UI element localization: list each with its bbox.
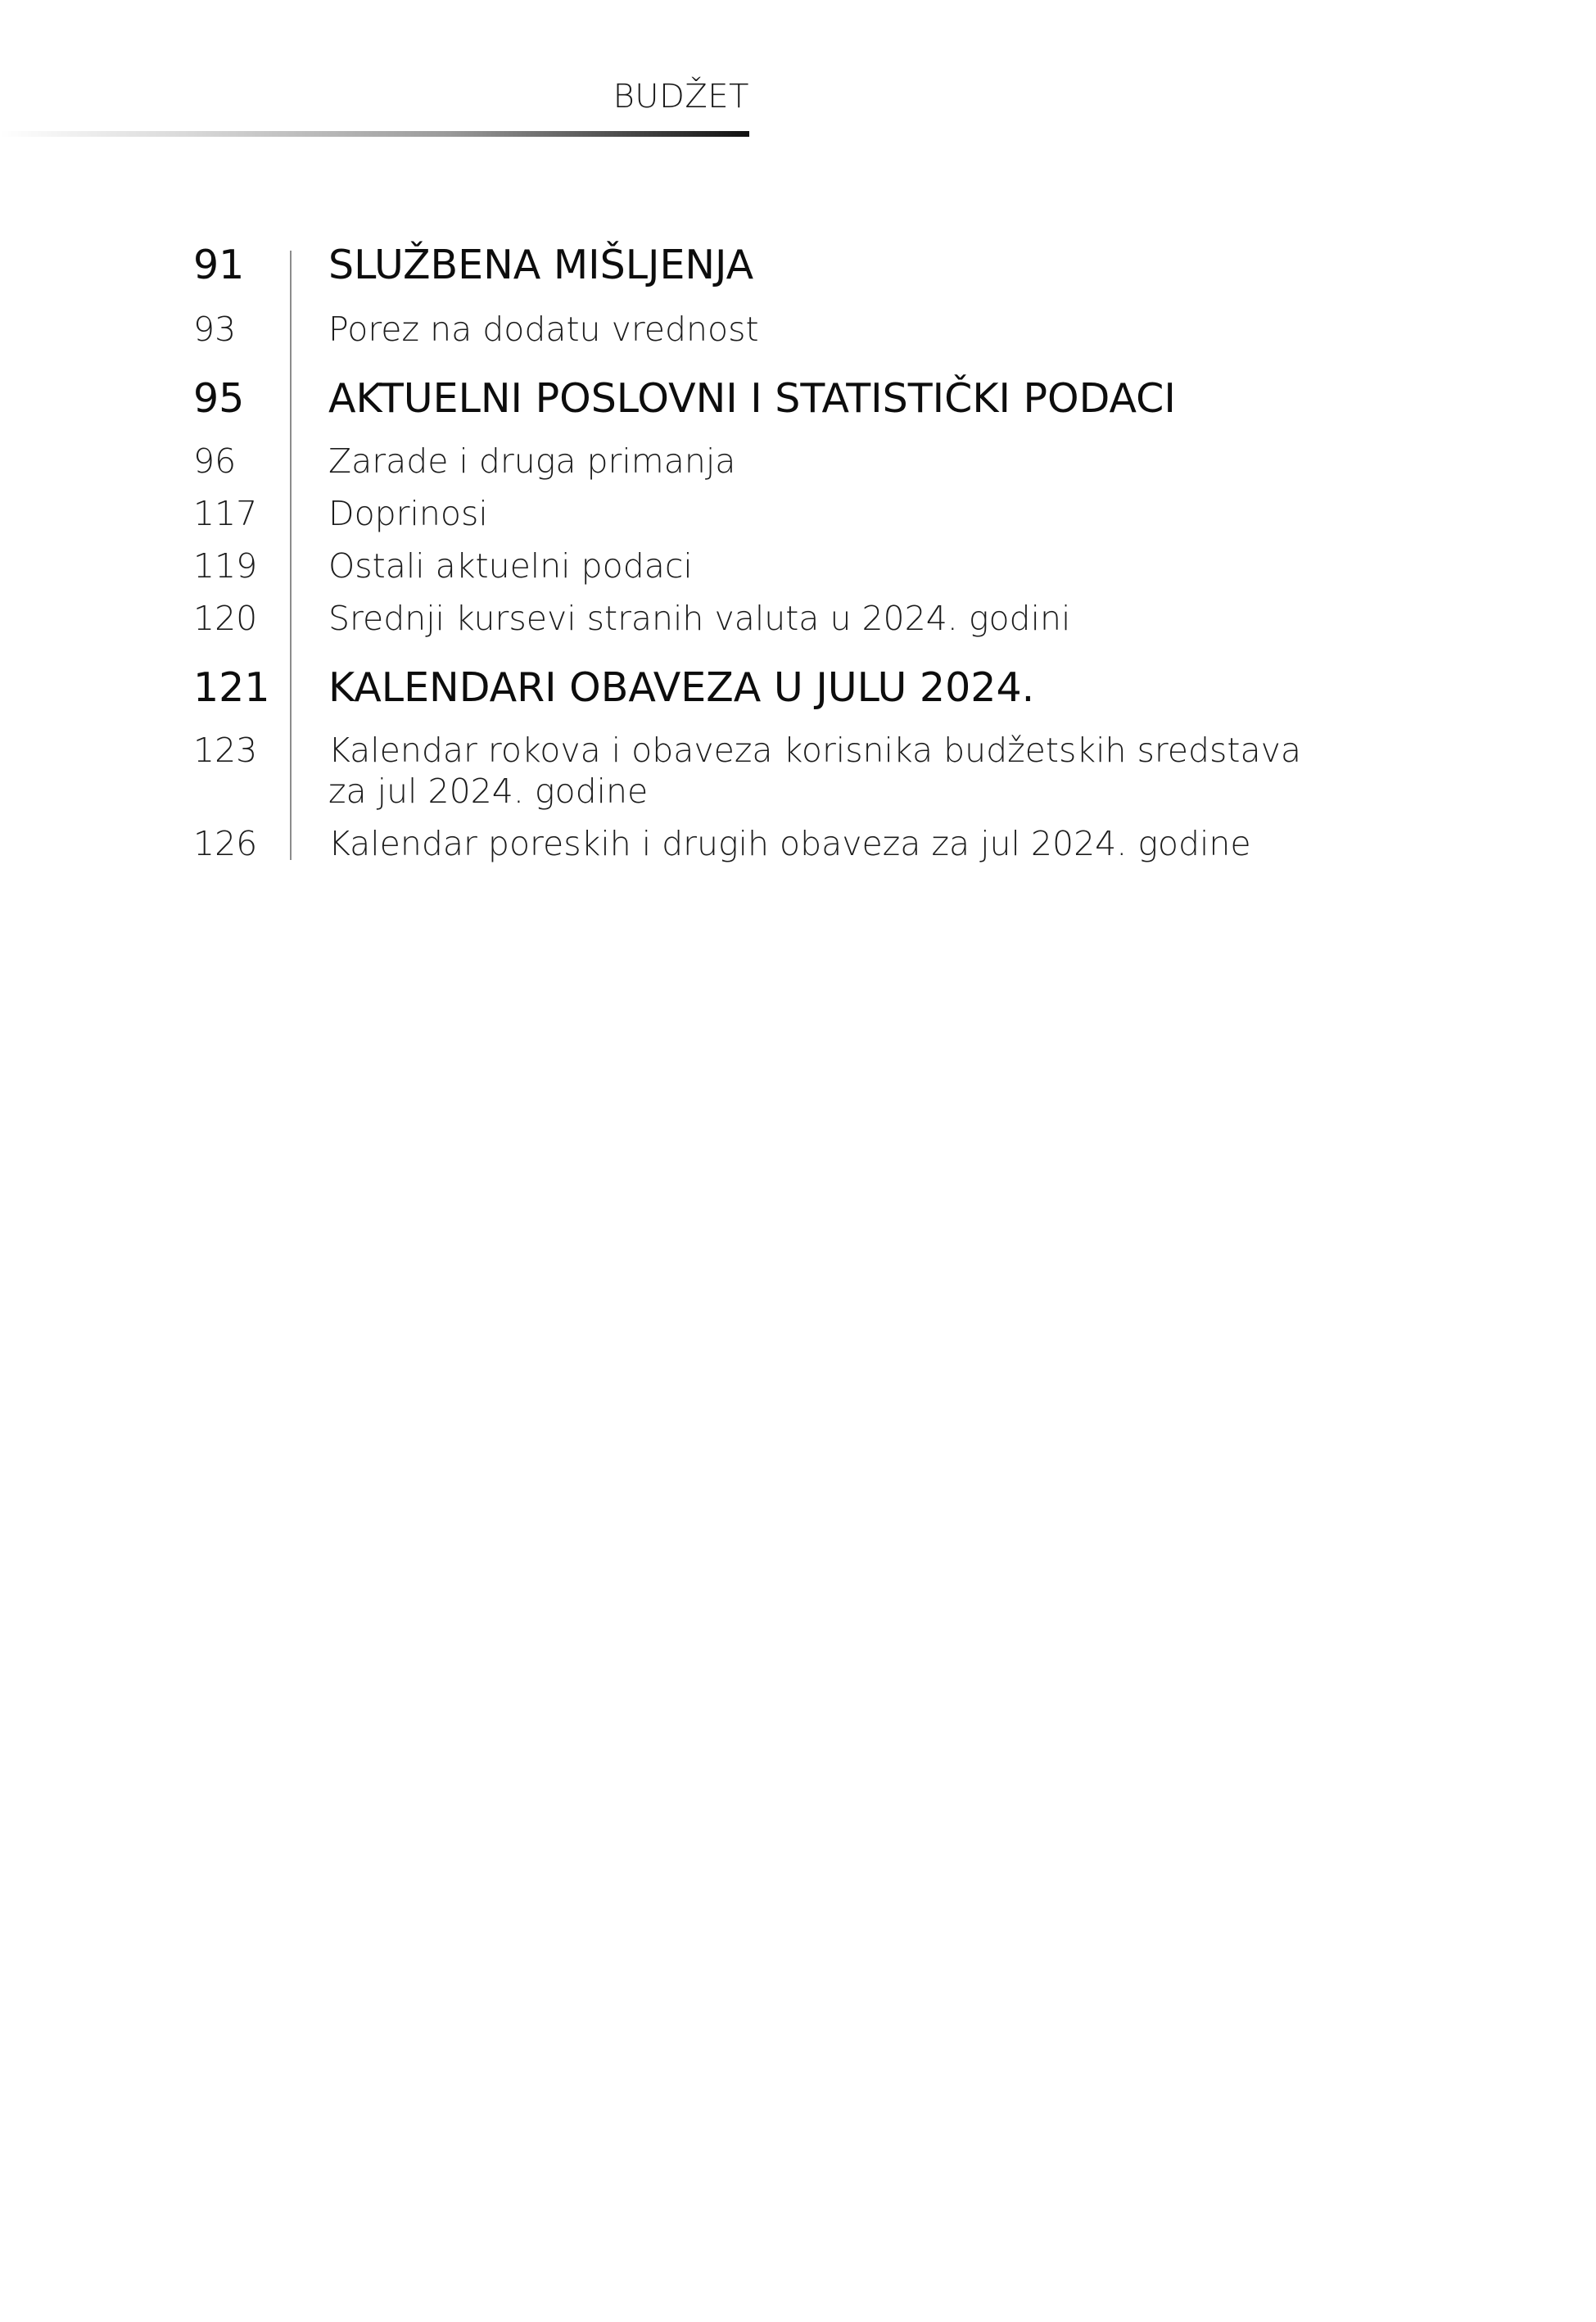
toc-page-number: 119 [193, 546, 258, 586]
toc-item-title-line-1: Kalendar rokova i obaveza korisnika budžetskih sredstava [328, 731, 1301, 770]
header-divider [0, 131, 749, 137]
toc-page-number: 120 [193, 599, 258, 638]
toc-item-title: Porez na dodatu vrednost [328, 310, 759, 349]
toc-item-title: Srednji kursevi stranih valuta u 2024. godini [328, 599, 1071, 638]
toc-page-number: 93 [193, 310, 237, 349]
toc-page-number: 96 [193, 441, 237, 481]
toc-page-number: 91 [193, 242, 245, 288]
toc-section-title: SLUŽBENA MIŠLJENJA [328, 242, 754, 288]
toc-page-number: 121 [193, 664, 270, 711]
toc-vertical-divider [290, 251, 292, 860]
toc-item-title: Doprinosi [328, 494, 488, 533]
toc-section-title: AKTUELNI POSLOVNI I STATISTIČKI PODACI [328, 375, 1176, 422]
toc-item-title: Kalendar poreskih i drugih obaveza za jul 2024. godine [328, 824, 1251, 863]
toc-section-title: KALENDARI OBAVEZA U JULU 2024. [328, 664, 1035, 711]
toc-page-number: 123 [193, 731, 258, 770]
toc-page-number: 95 [193, 375, 245, 422]
toc-page-number: 117 [193, 494, 258, 533]
running-header-title: BUDŽET [613, 78, 749, 115]
toc-item-title: Zarade i druga primanja [328, 441, 736, 481]
toc-page-number: 126 [193, 824, 258, 863]
toc-item-title-line-2: za jul 2024. godine [328, 772, 649, 811]
toc-item-title: Ostali aktuelni podaci [328, 546, 693, 586]
